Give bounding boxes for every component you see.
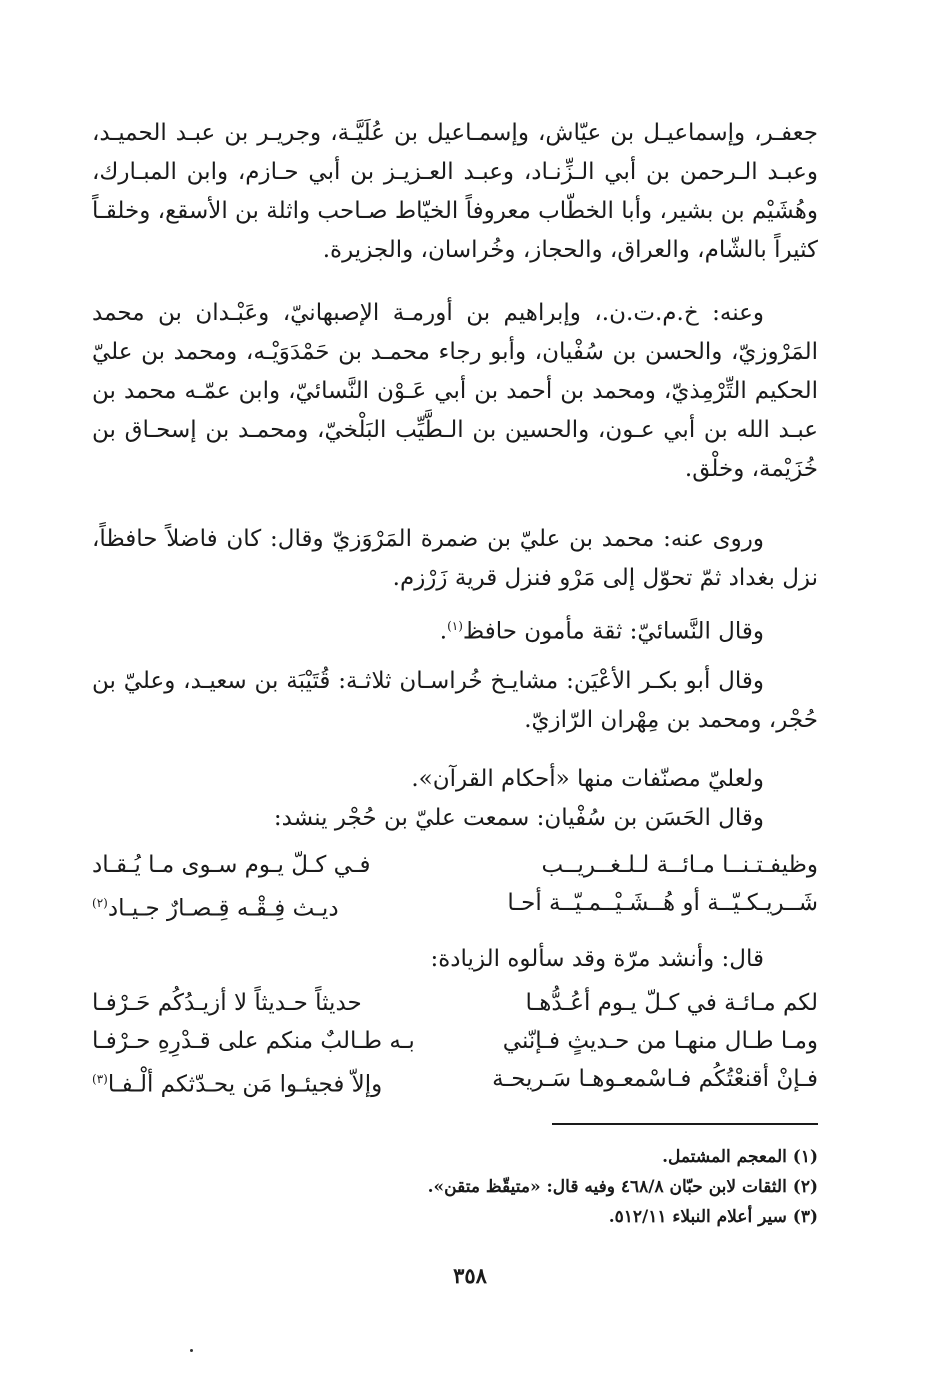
verse-line <box>92 984 818 1022</box>
verse-hemistich-first: وظيفـتـنــا مـائــة لـلـغــريــب <box>541 852 818 878</box>
footnotes <box>200 1142 818 1232</box>
verse-text: وإلاّ فجيئـوا مَن يحـدّثكم ألْـفـا <box>107 1071 383 1098</box>
verse-line <box>92 1022 818 1060</box>
paragraph-abubakr <box>92 662 818 740</box>
paragraph-teachers <box>92 114 818 270</box>
footnote-ref-1: (١) <box>447 619 463 633</box>
page-number: ٣٥٨ <box>453 1263 487 1288</box>
poem-2 <box>92 984 818 1098</box>
verse-line <box>92 1060 818 1098</box>
poem-1 <box>92 846 818 922</box>
footnote-1: (١) المعجم المشتمل. <box>662 1147 818 1167</box>
paragraph-intro-2 <box>92 940 818 979</box>
footnote-ref-2: (٢) <box>92 896 108 910</box>
works-text: ولعليّ مصنّفات منها «أحكام القرآن». <box>411 766 764 792</box>
verse-hemistich-first: لكم مـائـة في كـلّ يـوم أعُـدُّهـا <box>525 990 818 1016</box>
abubakr-text: وقال أبو بكـر الأعْيَن: مشايـخ خُراسـان ثلاثـة: قُتَيْبَة بن سعيـد، وعليّ بن حُجْر، ومحمد بن مِهْران الرّازيّ. <box>92 668 818 733</box>
verse-hemistich-first: ومـا طـال منهـا من حـديثٍ فـإنّني <box>502 1028 818 1054</box>
verse-hemistich-second: بـه طـالبٌ منكم على قـدْرِهِ حـرْفـا <box>92 1028 415 1054</box>
paragraph-marwazi <box>92 520 818 598</box>
verse-line <box>92 884 818 922</box>
verse-hemistich-first: شَــريـكـيّــة أو هُــشَـيْــمـيّــة أحـا <box>507 890 818 916</box>
paragraph-students <box>92 294 818 489</box>
footnote-divider <box>552 1123 818 1125</box>
verse-hemistich-second: فـي كـلّ يـوم سـوى مـا يُـقـاد <box>92 852 371 878</box>
paragraph-works <box>92 760 818 838</box>
intro-2-text: قال: وأنشد مرّة وقد سألوه الزيادة: <box>430 946 764 972</box>
verse-hemistich-first: فـإنْ أقنعْتُكُم فـاسْمعـوهـا سَـريحـة <box>492 1066 818 1092</box>
verse-hemistich-second: حديثاً حـديثاً لا أزيـدُكُم حَـرْفـا <box>92 990 362 1016</box>
footnote-2: (٢) الثقات لابن حبّان ٤٦٨/٨ وفيه قال: «متيقّظ متقن». <box>427 1177 818 1197</box>
hasan-text: وقال الحَسَن بن سُفْيان: سمعت عليّ بن حُجْر ينشد: <box>273 805 764 831</box>
verse-hemistich-second <box>92 1060 437 1098</box>
verse-text: ديـث فِـقْـه قِـصـارٌ جـيـاد <box>107 895 339 922</box>
nasai-text: وقال النَّسائيّ: ثقة مأمون حافظ <box>462 618 764 645</box>
teachers-text: جعفـر، وإسماعيـل بن عيّاش، وإسمـاعيل بن عُلَيَّـة، وجريـر بن عبـد الحميـد، وعبـد الـرحمن بن أبي الـزِّنـاد، وعبـد العـزيـز بن أبي حـازم، وابن المبـارك، وهُشَيْم بن بشير، وأبا الخطّاب معروفاً الخيّاط صـاحب واثلة بن الأسقع، وخلقـاً كثيراً بالشّام، والعراق، والحجاز، وخُراسان، والجزيرة. <box>92 120 818 263</box>
footnote-ref-3: (٣) <box>92 1072 108 1086</box>
students-text: وعنه: خ.م.ت.ن.، وإبراهيم بن أورمـة الإصبهانيّ، وعَبْـدان بن محمد المَرْوزيّ، والحسن بن سُفْيان، وأبو رجاء محمـد بن حَمْدَوَيْـه، ومحمد بن عليّ الحكيم التِّرْمِذيّ، ومحمد بن أحمد بن أبي عَـوْن النَّسائيّ، وابن عمّـه محمد بن عبـد الله بن أبي عـون، والحسين بن الـطَّيِّب البَلْخيّ، ومحمـد بن إسحـاق بن خُزَيْمة، وخلْق. <box>92 300 818 482</box>
paragraph-nasai: وقال النَّسائيّ: ثقة مأمون حافظ$^{(١)}$. <box>439 618 764 645</box>
verse-hemistich-second <box>92 884 437 922</box>
footnote-3: (٣) سير أعلام النبلاء ٥١٢/١١. <box>608 1207 818 1227</box>
marwazi-text: وروى عنه: محمد بن عليّ بن ضمرة المَرْوَزيّ وقال: كان فاضلاً حافظاً، نزل بغداد ثمّ تحوّل إلى مَرْو فنزل قرية زَرْزم. <box>92 526 818 591</box>
verse-line <box>92 846 818 884</box>
scan-speck <box>190 1349 193 1352</box>
